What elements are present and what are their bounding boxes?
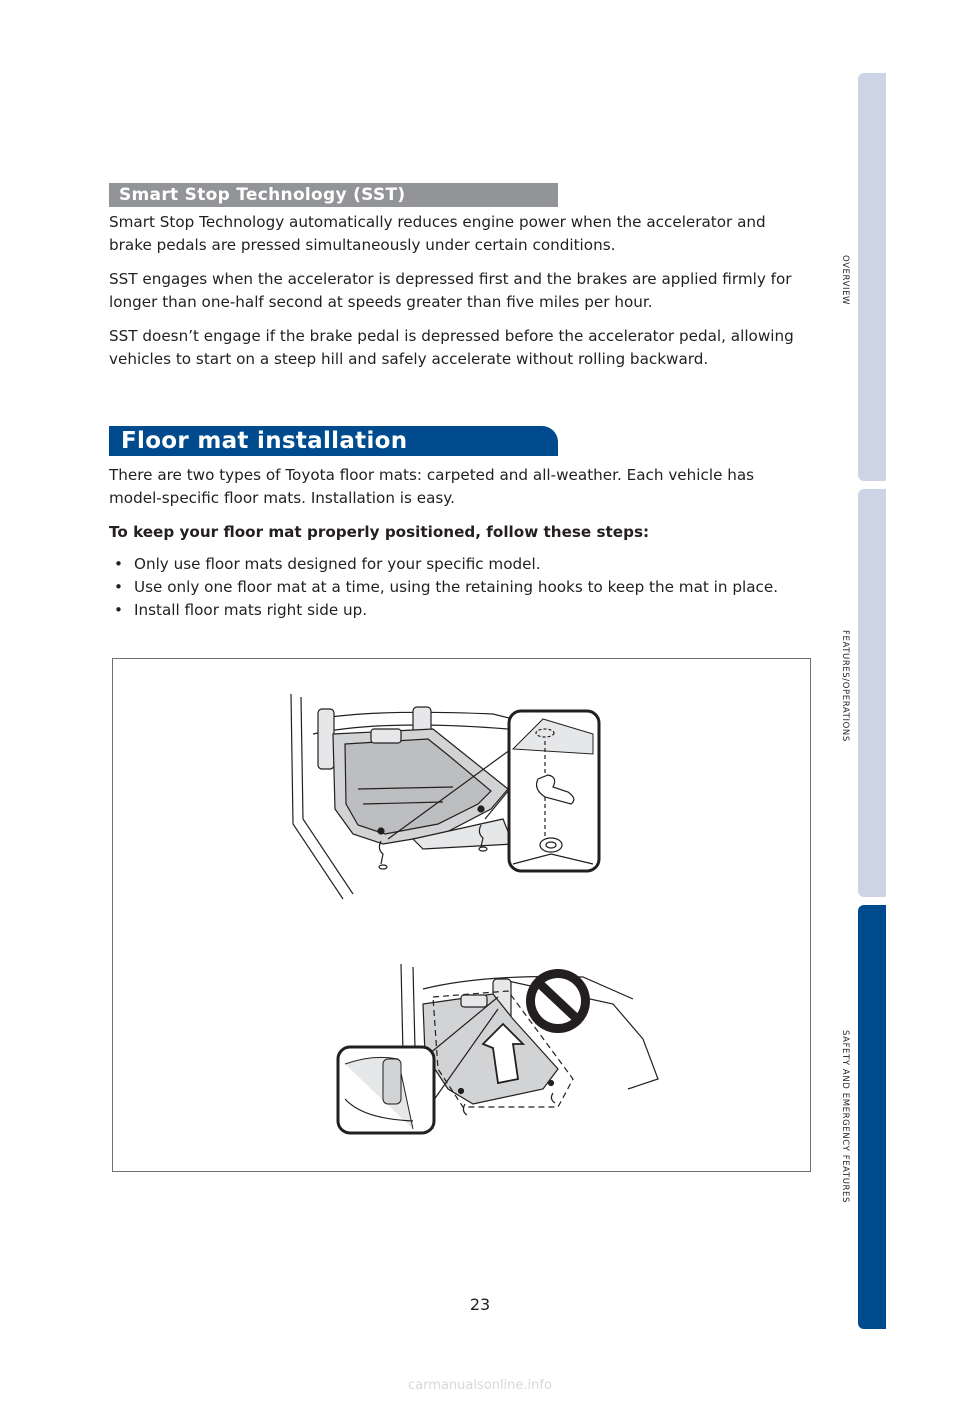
incorrect-install-drawing: [338, 964, 658, 1133]
section-heading-sst: Smart Stop Technology (SST): [109, 183, 558, 207]
sst-paragraph-2: SST engages when the accelerator is depressed first and the brakes are applied firmly for longer than one-half second at speeds greater than five miles per hour.: [109, 270, 792, 311]
sst-paragraph-1: Smart Stop Technology automatically reduces engine power when the accelerator and brake pedals are pressed simultaneously under certain conditions.: [109, 213, 766, 254]
floor-mat-illustration: [112, 658, 811, 1172]
side-tab-safety[interactable]: [858, 905, 886, 1329]
list-item: • Install floor mats right side up.: [109, 599, 809, 622]
side-tab-features[interactable]: [858, 489, 886, 897]
list-item: • Only use floor mats designed for your specific model.: [109, 553, 809, 576]
floor-mat-drawing: [113, 659, 810, 1171]
sst-paragraph-3: SST doesn’t engage if the brake pedal is depressed before the accelerator pedal, allowing vehicles to start on a steep hill and safely accelerate without rolling backward.: [109, 327, 794, 368]
floor-mat-steps-list: [109, 553, 809, 622]
correct-install-drawing: [291, 694, 599, 899]
watermark: carmanualsonline.info: [408, 1378, 552, 1393]
list-item: • Use only one floor mat at a time, using the retaining hooks to keep the mat in place.: [109, 576, 809, 599]
floor-mat-steps-heading: To keep your floor mat properly positioned, follow these steps:: [109, 523, 650, 541]
floor-mat-intro: There are two types of Toyota floor mats: carpeted and all-weather. Each vehicle has model-specific floor mats. Installation is easy.: [109, 466, 755, 507]
side-tab-overview[interactable]: [858, 73, 886, 481]
section-heading-floor-mat: Floor mat installation: [109, 426, 558, 456]
page-number: 23: [469, 1295, 491, 1314]
